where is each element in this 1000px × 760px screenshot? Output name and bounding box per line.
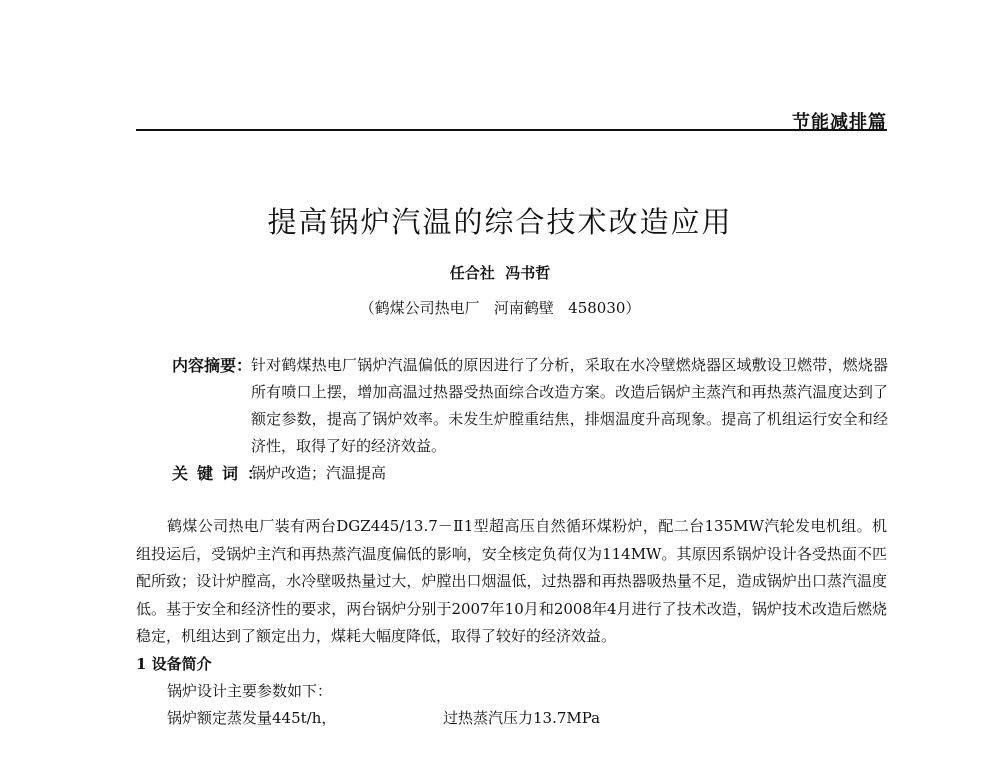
- paper-title: 提高锅炉汽温的综合技术改造应用: [267, 205, 733, 239]
- keywords-label: 关键词：: [172, 464, 273, 483]
- abstract-text: 针对鹤煤热电厂锅炉汽温偏低的原因进行了分析，采取在水冷壁燃烧器区域敷设卫燃带，燃烧器所有喷口上摆，增加高温过热器受热面综合改造方案。改造后锅炉主蒸汽和再热蒸汽温度达到了额定参数，提高了锅炉效率。未发生炉膛重结焦，排烟温度升高现象。提高了机组运行安全和经济性，取得了好的经济效益。: [251, 356, 888, 455]
- keywords-row: [172, 460, 888, 487]
- abstract-label: 内容摘要：: [172, 356, 253, 375]
- params-row: [136, 705, 887, 732]
- affiliation: （鹤煤公司热电厂 河南鹤壁 458030）: [359, 299, 641, 317]
- abstract-row: [172, 352, 888, 460]
- section-heading: 1 设备简介: [136, 654, 212, 673]
- param-superheated-pressure: 过热蒸汽压力13.7MPa: [443, 708, 601, 727]
- body-text: [136, 513, 887, 732]
- header-rule: [136, 129, 887, 131]
- section-label: 节能减排篇: [792, 112, 887, 133]
- intro-paragraph: 鹤煤公司热电厂装有两台DGZ445/13.7－Ⅱ1型超高压自然循环煤粉炉，配二台135MW汽轮发电机组。机组投运后，受锅炉主汽和再热蒸汽温度偏低的影响，安全核定负荷仅为114MW。其原因系锅炉设计各受热面不匹配所致；设计炉膛高，水冷壁吸热量过大，炉膛出口烟温低，过热器和再热器吸热量不足，造成锅炉出口蒸汽温度低。基于安全和经济性的要求，两台锅炉分别于2007年10月和2008年4月进行了技术改造，锅炉技术改造后燃烧稳定，机组达到了额定出力，煤耗大幅度降低，取得了较好的经济效益。: [136, 517, 887, 645]
- authors: 任合社 冯书哲: [449, 264, 551, 282]
- abstract-block: [172, 352, 888, 487]
- keywords-text: 锅炉改造；汽温提高: [251, 464, 387, 482]
- params-intro: 锅炉设计主要参数如下：: [167, 681, 333, 700]
- param-rated-evaporation: 锅炉额定蒸发量445t/h，: [167, 708, 337, 727]
